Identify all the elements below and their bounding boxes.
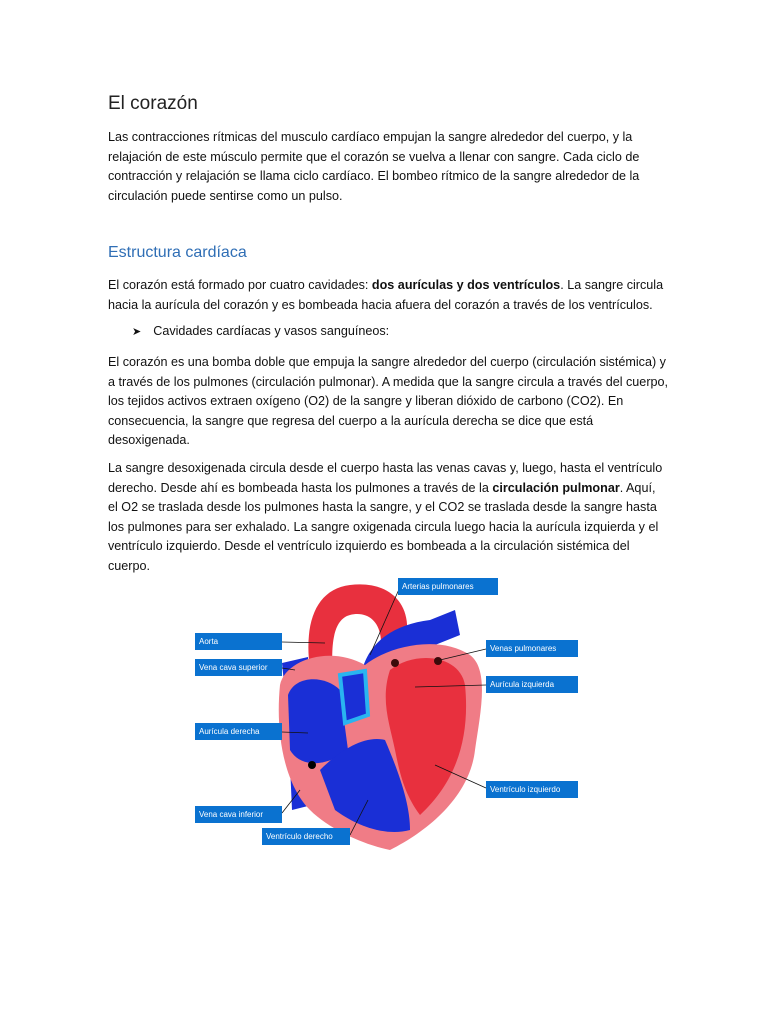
arrow-bullet-icon: ➤: [132, 325, 142, 338]
label-arterias-pulmonares: Arterias pulmonares: [398, 578, 498, 595]
label-vena-cava-superior: Vena cava superior: [195, 659, 282, 676]
circulation-paragraph: [108, 459, 668, 576]
label-auricula-izquierda: Aurícula izquierda: [486, 676, 578, 693]
vein-opening-1: [391, 659, 399, 667]
vein-opening-2: [434, 657, 442, 665]
circulation-text-bold: circulación pulmonar: [492, 480, 620, 495]
chambers-text-b: . La sangre circula hacia la aurícula del corazón y es bombeada hacia afuera del corazón a través de los ventrículos.: [108, 278, 664, 312]
label-ventriculo-izquierdo: Ventrículo izquierdo: [486, 781, 578, 798]
label-aorta: Aorta: [195, 633, 282, 650]
circulation-text-b: . Aquí, el O2 se traslada desde los pulmones hasta la sangre, y el CO2 se traslada desde la sangre hasta los pulmones para ser exhalado. La sangre oxigenada circula luego hacia la aurícula izquierda y el ventrículo izquierdo. Desde el ventrículo izquierdo es bombeada a la circulación sistémica del cuerpo.: [108, 480, 659, 573]
section-heading: Estructura cardíaca: [108, 244, 247, 261]
chambers-paragraph: [108, 276, 668, 315]
right-atrium-shape: [288, 679, 348, 763]
valve-spot: [308, 761, 316, 769]
chambers-text-a: El corazón está formado por cuatro cavidades:: [108, 278, 372, 292]
circulation-text-a: La sangre desoxigenada circula desde el cuerpo hasta las venas cavas y, luego, hasta el ventrículo derecho. Desde ahí es bombeada hasta los pulmones a través de la: [108, 461, 663, 495]
label-ventriculo-derecho: Ventrículo derecho: [262, 828, 350, 845]
label-venas-pulmonares: Venas pulmonares: [486, 640, 578, 657]
double-pump-paragraph: El corazón es una bomba doble que empuja la sangre alrededor del cuerpo (circulación sistémica) y a través de los pulmones (circulación pulmonar). A medida que la sangre circula a través del cuerpo, los tejidos activos extraen oxígeno (O2) de la sangre y liberan dióxido de carbono (CO2). En consecuencia, la sangre que regresa del cuerpo a la aurícula derecha se dice que está desoxigenada.: [108, 355, 669, 447]
page-title: El corazón: [108, 93, 198, 114]
label-auricula-derecha: Aurícula derecha: [195, 723, 282, 740]
intro-paragraph: Las contracciones rítmicas del musculo cardíaco empujan la sangre alrededor del cuerpo, y la relajación de este músculo permite que el corazón se vuelva a llenar con sangre. Cada ciclo de contracción y relajación se llama ciclo cardíaco. El bombeo rítmico de la sangre alrededor de la circulación puede sentirse como un pulso.: [108, 130, 640, 203]
bullet-item: [132, 324, 389, 338]
label-vena-cava-inferior: Vena cava inferior: [195, 806, 282, 823]
pulmonary-valve-shape: [340, 671, 368, 723]
bullet-text: Cavidades cardíacas y vasos sanguíneos:: [153, 324, 390, 338]
chambers-text-bold: dos aurículas y dos ventrículos: [371, 278, 561, 292]
